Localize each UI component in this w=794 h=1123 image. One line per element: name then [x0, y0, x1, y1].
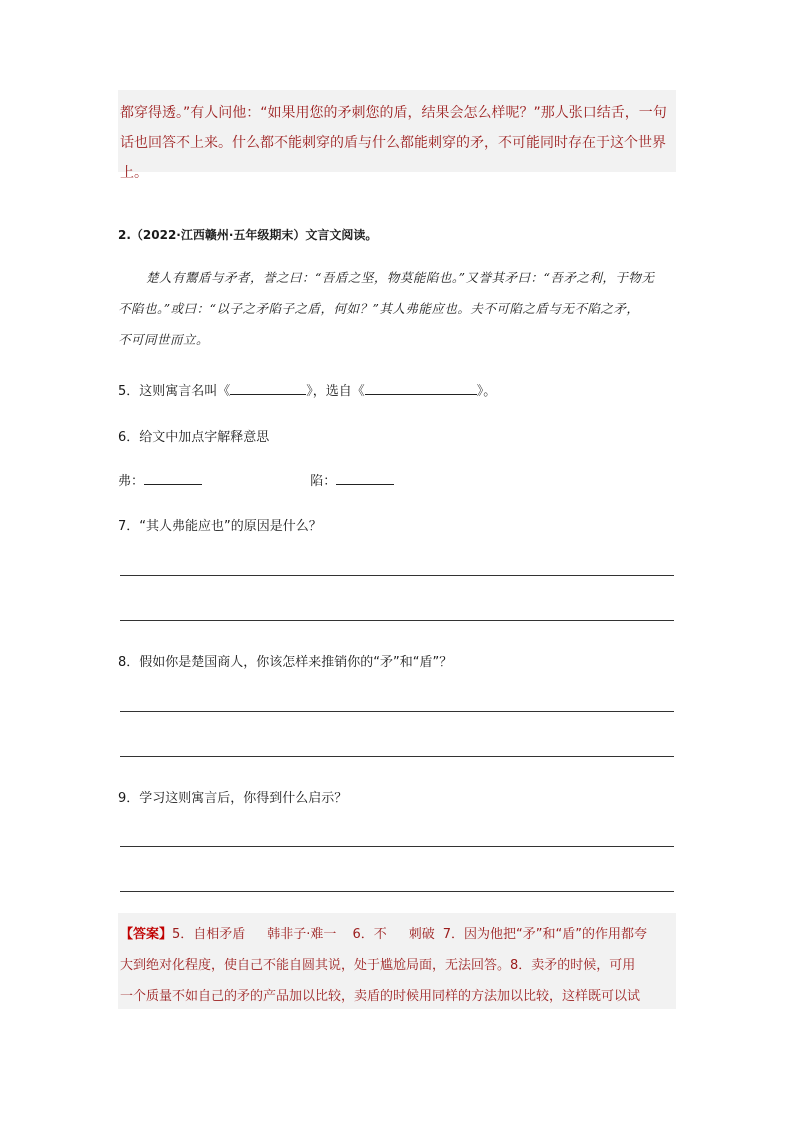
answer-line-q7-1[interactable] — [120, 575, 674, 576]
question-6: 6．给文中加点字解释意思 — [118, 430, 270, 445]
question-heading: 2.（2022·江西赣州·五年级期末）文言文阅读。 — [118, 228, 378, 242]
passage-line-1: 楚人有鬻盾与矛者，誉之曰：“吾盾之坚，物莫能陷也。”又誉其矛曰：“吾矛之利，于物无 — [146, 270, 655, 285]
question-5: 5．这则寓言名叫《 》，选自《 》。 — [118, 380, 676, 399]
answer-continuation — [118, 90, 676, 181]
question-7: 7．“其人弗能应也”的原因是什么？ — [118, 519, 322, 534]
question-8: 8．假如你是楚国商人，你该怎样来推销你的“矛”和“盾”？ — [118, 655, 453, 670]
question-6-items — [118, 470, 676, 489]
answer-line-q8-2[interactable] — [120, 756, 674, 757]
fu-blank[interactable] — [144, 470, 202, 485]
answer-tag: 【答案】 — [120, 927, 173, 942]
answer-line-1: 【答案】5．自相矛盾 韩非子·难一 6．不 刺破 7．因为他把“矛”和“盾”的作用都夸 — [120, 927, 647, 942]
answer-line-q8-1[interactable] — [120, 711, 674, 712]
answer-line-2: 大到绝对化程度，使自己不能自圆其说，处于尴尬局面，无法回答。8．卖矛的时候，可用 — [120, 958, 636, 973]
answer-line-q9-1[interactable] — [120, 846, 674, 847]
classical-passage — [118, 262, 676, 355]
item-xian-label: 陷： — [310, 474, 337, 489]
answer-line-q9-2[interactable] — [120, 891, 674, 892]
fable-name-blank[interactable] — [230, 380, 306, 395]
answer-line-q7-2[interactable] — [120, 620, 674, 621]
answer-continuation-line-1: 都穿得透。”有人问他：“如果用您的矛刺您的盾，结果会怎么样呢？”那人张口结舌，一句 — [120, 105, 667, 121]
passage-line-3: 不可同世而立。 — [118, 332, 210, 347]
question-9: 9．学习这则寓言后，你得到什么启示？ — [118, 791, 348, 806]
item-fu-label: 弗： — [118, 474, 145, 489]
answer-block — [118, 913, 676, 1009]
xian-blank[interactable] — [336, 470, 394, 485]
answer-line-3: 一个质量不如自己的矛的产品加以比较，卖盾的时候用同样的方法加以比较，这样既可以试 — [120, 989, 641, 1004]
passage-line-2: 不陷也。”或曰：“以子之矛陷子之盾，何如？”其人弗能应也。夫不可陷之盾与无不陷之矛， — [118, 301, 640, 316]
answer-continuation-line-2: 话也回答不上来。什么都不能刺穿的盾与什么都能刺穿的矛，不可能同时存在于这个世界上。 — [120, 135, 666, 181]
source-blank[interactable] — [365, 380, 477, 395]
